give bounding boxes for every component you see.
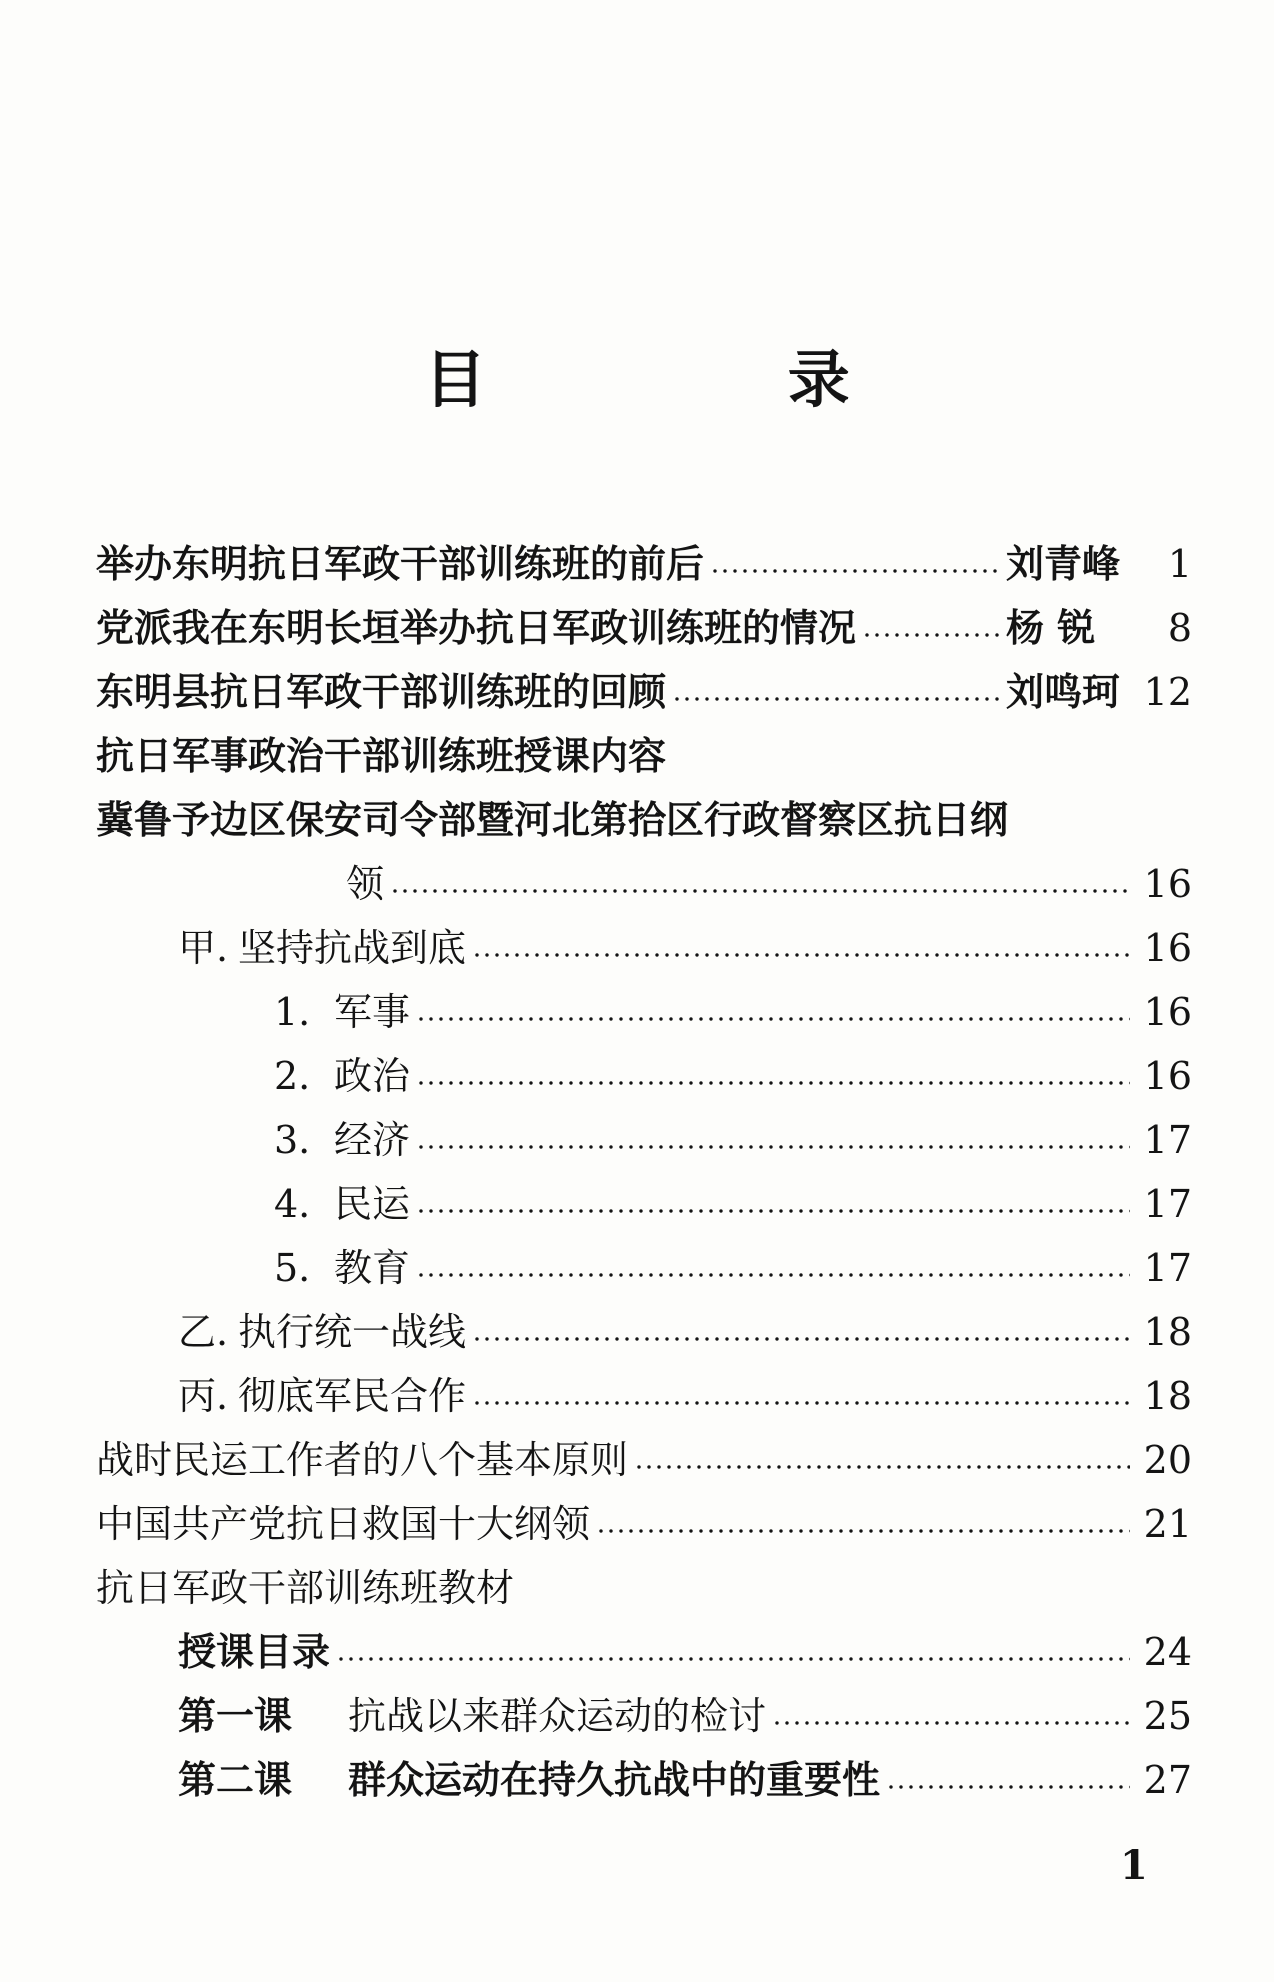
toc-entry[interactable] [96,852,1192,916]
toc-entry-label: 丙. [178,1374,229,1418]
toc-section-heading [96,788,1192,852]
dot-leader [472,953,1130,957]
toc-entry-title: 授课目录 [178,1630,331,1674]
toc-section-heading [96,724,1192,788]
toc-entry-title [178,1300,466,1364]
toc-entry-page: 27 [1143,1758,1192,1802]
dot-leader [710,569,1000,573]
toc-entry[interactable] [96,1428,1192,1492]
toc-entry-page: 12 [1143,670,1192,714]
toc-entry[interactable] [96,1620,1192,1684]
toc-entry[interactable] [96,1108,1192,1172]
toc-entry-title: 冀鲁予边区保安司令部暨河北第拾区行政督察区抗日纲 [96,798,1009,842]
toc-entry-label: 4. [274,1182,311,1226]
toc-entry-title [178,916,466,980]
toc-entry-title: 党派我在东明长垣举办抗日军政训练班的情况 [96,606,857,650]
toc-entry[interactable] [96,980,1192,1044]
toc-entry-text: 彻底军民合作 [238,1374,467,1418]
toc-entry-title [178,1364,466,1428]
toc-entry-label: 3. [274,1118,311,1162]
toc-entry-text: 坚持抗战到底 [238,926,467,970]
toc-entry-text: 经济 [334,1118,411,1162]
dot-leader [862,633,1000,637]
toc-entry-title [274,1236,410,1300]
page-title: 目 录 [424,343,990,416]
toc-entry-page: 21 [1143,1502,1192,1546]
toc-entry-text: 群众运动在持久抗战中的重要性 [348,1758,881,1802]
dot-leader [416,1273,1130,1277]
toc-entry-title: 抗日军事政治干部训练班授课内容 [96,734,667,778]
toc-entry-page: 16 [1143,926,1192,970]
toc-entry-title [274,1172,410,1236]
toc-entry-title [274,980,410,1044]
toc-entry-title [178,1684,766,1748]
toc-entry-label: 5. [274,1246,311,1290]
toc-entry-page: 17 [1143,1182,1192,1226]
toc-entry-title: 东明县抗日军政干部训练班的回顾 [96,670,667,714]
toc-entry-page: 17 [1143,1118,1192,1162]
toc-entry-author: 杨 锐 [1006,606,1096,650]
toc-entry-label: 乙. [178,1310,229,1354]
toc-entry-text: 军事 [334,990,411,1034]
page-number: 1 [1120,1842,1148,1889]
toc-entry-page: 25 [1143,1694,1192,1738]
toc-entry-page: 17 [1143,1246,1192,1290]
toc-entry-page: 8 [1167,606,1192,650]
dot-leader [634,1465,1130,1469]
dot-leader [886,1785,1130,1789]
toc-entry-label: 2. [274,1054,311,1098]
dot-leader [390,889,1130,893]
toc-entry-label: 甲. [178,926,229,970]
toc-entry-text: 执行统一战线 [238,1310,467,1354]
dot-leader [416,1209,1130,1213]
toc-entry-page: 16 [1143,862,1192,906]
toc-entry-page: 1 [1167,542,1192,586]
toc-entry-text: 民运 [334,1182,411,1226]
toc-entry-title: 抗日军政干部训练班教材 [96,1566,515,1610]
toc-entry-label: 1. [274,990,311,1034]
toc-entry-page: 18 [1143,1310,1192,1354]
toc-entry[interactable] [96,532,1192,596]
toc-section-heading [96,1556,1192,1620]
toc-entry[interactable] [96,1492,1192,1556]
dot-leader [416,1145,1130,1149]
toc-entry[interactable] [96,1748,1192,1812]
toc-entry[interactable] [96,1236,1192,1300]
dot-leader [596,1529,1130,1533]
toc-entry[interactable] [96,916,1192,980]
toc-entry-title: 举办东明抗日军政干部训练班的前后 [96,542,705,586]
dot-leader [416,1081,1130,1085]
toc-entry[interactable] [96,1044,1192,1108]
table-of-contents [96,532,1192,1812]
dot-leader [772,1721,1130,1725]
toc-entry-title: 中国共产党抗日救国十大纲领 [96,1502,591,1546]
toc-entry-title [274,1108,410,1172]
toc-entry-title: 战时民运工作者的八个基本原则 [96,1438,629,1482]
dot-leader [472,1401,1130,1405]
toc-entry-text: 教育 [334,1246,411,1290]
toc-entry-author: 刘青峰 [1006,542,1121,586]
toc-entry[interactable] [96,1364,1192,1428]
toc-entry-title: 领 [346,862,385,906]
toc-entry[interactable] [96,1300,1192,1364]
toc-entry-page: 18 [1143,1374,1192,1418]
toc-entry-page: 16 [1143,1054,1192,1098]
toc-entry-text: 政治 [334,1054,411,1098]
toc-entry-page: 24 [1143,1630,1192,1674]
toc-entry-label: 第一课 [178,1694,293,1738]
toc-entry-page: 20 [1143,1438,1192,1482]
toc-entry[interactable] [96,1172,1192,1236]
toc-entry-title [178,1748,880,1812]
toc-entry[interactable] [96,596,1192,660]
toc-entry-title [274,1044,410,1108]
toc-entry-label: 第二课 [178,1758,293,1802]
dot-leader [472,1337,1130,1341]
toc-entry-text: 抗战以来群众运动的检讨 [348,1694,767,1738]
toc-entry[interactable] [96,1684,1192,1748]
toc-entry[interactable] [96,660,1192,724]
toc-entry-page: 16 [1143,990,1192,1034]
dot-leader [336,1657,1130,1661]
dot-leader [416,1017,1130,1021]
toc-entry-author: 刘鸣珂 [1006,670,1121,714]
dot-leader [672,697,1000,701]
